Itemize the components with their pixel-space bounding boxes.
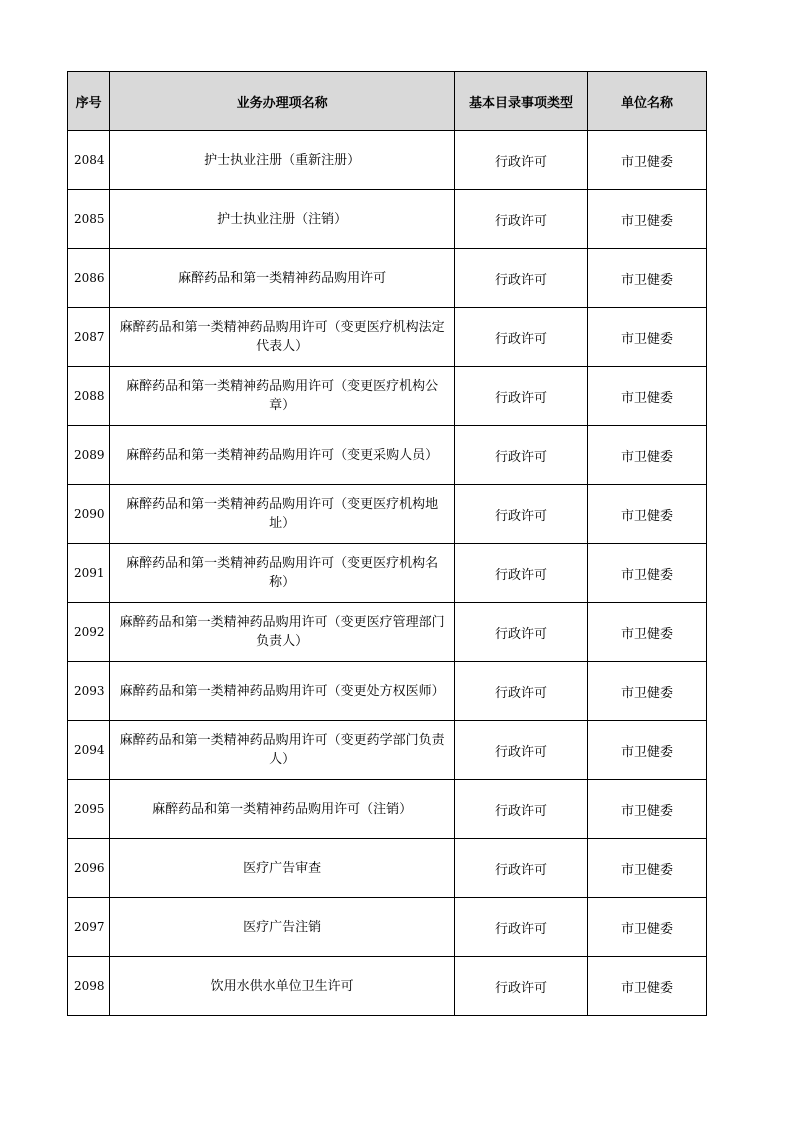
row-type: 行政许可 — [455, 190, 588, 249]
row-seq: 2097 — [68, 898, 110, 957]
row-unit: 市卫健委 — [588, 131, 707, 190]
row-type: 行政许可 — [455, 780, 588, 839]
row-name: 麻醉药品和第一类精神药品购用许可（变更处方权医师） — [110, 662, 455, 721]
row-type: 行政许可 — [455, 131, 588, 190]
table-row — [68, 308, 707, 367]
table-body — [68, 131, 707, 1016]
row-name: 麻醉药品和第一类精神药品购用许可（变更医疗机构名称） — [110, 544, 455, 603]
row-unit: 市卫健委 — [588, 957, 707, 1016]
row-type: 行政许可 — [455, 898, 588, 957]
row-type: 行政许可 — [455, 426, 588, 485]
table-row — [68, 662, 707, 721]
table-row — [68, 367, 707, 426]
row-seq: 2092 — [68, 603, 110, 662]
table-row — [68, 780, 707, 839]
row-unit: 市卫健委 — [588, 839, 707, 898]
row-type: 行政许可 — [455, 721, 588, 780]
row-name: 护士执业注册（注销） — [110, 190, 455, 249]
table-row — [68, 839, 707, 898]
row-seq: 2091 — [68, 544, 110, 603]
row-seq: 2090 — [68, 485, 110, 544]
table-row — [68, 426, 707, 485]
row-seq: 2089 — [68, 426, 110, 485]
row-seq: 2087 — [68, 308, 110, 367]
row-seq: 2094 — [68, 721, 110, 780]
items-table — [67, 71, 707, 1016]
table-row — [68, 485, 707, 544]
row-unit: 市卫健委 — [588, 662, 707, 721]
table-row — [68, 131, 707, 190]
row-name: 麻醉药品和第一类精神药品购用许可 — [110, 249, 455, 308]
row-type: 行政许可 — [455, 308, 588, 367]
row-seq: 2095 — [68, 780, 110, 839]
table-row — [68, 721, 707, 780]
row-seq: 2096 — [68, 839, 110, 898]
row-seq: 2084 — [68, 131, 110, 190]
row-unit: 市卫健委 — [588, 367, 707, 426]
row-name: 麻醉药品和第一类精神药品购用许可（变更药学部门负责人） — [110, 721, 455, 780]
table-row — [68, 898, 707, 957]
row-unit: 市卫健委 — [588, 721, 707, 780]
table-row — [68, 544, 707, 603]
row-seq: 2098 — [68, 957, 110, 1016]
row-unit: 市卫健委 — [588, 426, 707, 485]
row-seq: 2085 — [68, 190, 110, 249]
row-type: 行政许可 — [455, 485, 588, 544]
header-name: 业务办理项名称 — [110, 72, 455, 131]
row-seq: 2088 — [68, 367, 110, 426]
table-row — [68, 249, 707, 308]
row-name: 护士执业注册（重新注册） — [110, 131, 455, 190]
row-type: 行政许可 — [455, 957, 588, 1016]
row-type: 行政许可 — [455, 249, 588, 308]
table-row — [68, 190, 707, 249]
row-unit: 市卫健委 — [588, 308, 707, 367]
row-name: 麻醉药品和第一类精神药品购用许可（注销） — [110, 780, 455, 839]
row-name: 医疗广告注销 — [110, 898, 455, 957]
row-type: 行政许可 — [455, 367, 588, 426]
row-unit: 市卫健委 — [588, 603, 707, 662]
row-name: 麻醉药品和第一类精神药品购用许可（变更医疗机构法定代表人） — [110, 308, 455, 367]
header-type: 基本目录事项类型 — [455, 72, 588, 131]
row-name: 麻醉药品和第一类精神药品购用许可（变更医疗管理部门负责人） — [110, 603, 455, 662]
row-unit: 市卫健委 — [588, 249, 707, 308]
row-unit: 市卫健委 — [588, 780, 707, 839]
row-unit: 市卫健委 — [588, 190, 707, 249]
row-seq: 2086 — [68, 249, 110, 308]
row-name: 麻醉药品和第一类精神药品购用许可（变更医疗机构公章） — [110, 367, 455, 426]
row-seq: 2093 — [68, 662, 110, 721]
table-row — [68, 603, 707, 662]
row-unit: 市卫健委 — [588, 485, 707, 544]
row-name: 医疗广告审查 — [110, 839, 455, 898]
row-type: 行政许可 — [455, 544, 588, 603]
header-unit: 单位名称 — [588, 72, 707, 131]
row-type: 行政许可 — [455, 662, 588, 721]
row-type: 行政许可 — [455, 603, 588, 662]
header-row — [68, 72, 707, 131]
row-name: 饮用水供水单位卫生许可 — [110, 957, 455, 1016]
row-name: 麻醉药品和第一类精神药品购用许可（变更医疗机构地址） — [110, 485, 455, 544]
row-unit: 市卫健委 — [588, 898, 707, 957]
header-seq: 序号 — [68, 72, 110, 131]
row-type: 行政许可 — [455, 839, 588, 898]
row-unit: 市卫健委 — [588, 544, 707, 603]
row-name: 麻醉药品和第一类精神药品购用许可（变更采购人员） — [110, 426, 455, 485]
table-row — [68, 957, 707, 1016]
